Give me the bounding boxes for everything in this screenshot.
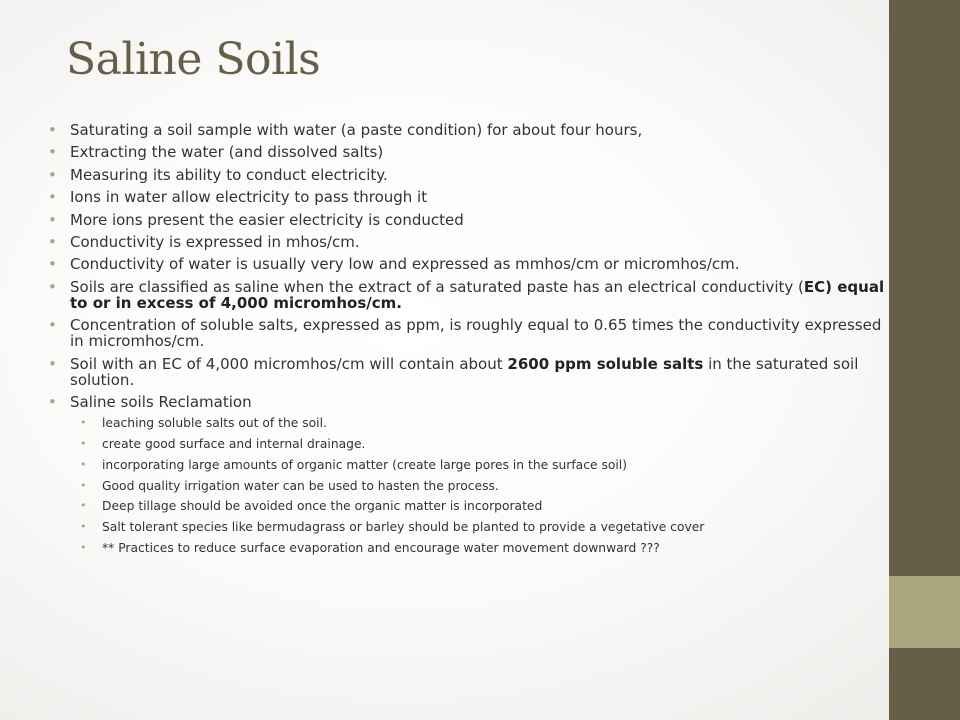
ec-salts-bullet <box>48 356 888 388</box>
concentration-bullet <box>48 317 888 349</box>
bullet-text: Soil with an EC of 4,000 micromhos/cm will contain about <box>70 354 508 373</box>
bullet-item <box>48 189 888 205</box>
sub-bullet-text: Good quality irrigation water can be used to hasten the process. <box>102 478 499 493</box>
sub-bullet-text: Salt tolerant species like bermudagrass or barley should be planted to provide a vegetative cover <box>102 520 705 535</box>
sub-bullet-icon: • <box>80 541 87 555</box>
side-band-bottom <box>889 648 960 720</box>
bullet-icon: • <box>48 188 57 207</box>
sub-bullet-item <box>70 479 888 493</box>
reclamation-heading: Saline soils Reclamation <box>70 392 252 411</box>
sub-bullet-item <box>70 520 888 534</box>
sub-bullet-text: create good surface and internal drainage. <box>102 436 366 451</box>
bullet-icon: • <box>48 210 57 229</box>
reclamation-bullet <box>48 394 888 555</box>
sub-bullet-icon: • <box>80 499 87 513</box>
sub-bullet-icon: • <box>80 478 87 492</box>
bullet-text: Ions in water allow electricity to pass through it <box>70 188 428 207</box>
side-band-middle <box>889 576 960 648</box>
sub-bullet-text: Deep tillage should be avoided once the organic matter is incorporated <box>102 499 543 514</box>
sub-bullet-item <box>70 458 888 472</box>
bullet-icon: • <box>48 165 57 184</box>
bullet-text: Soils are classified as saline when the extract of a saturated paste has an electrical conductivity ( <box>70 277 804 296</box>
bullet-text: Measuring its ability to conduct electricity. <box>70 165 388 184</box>
bullet-item <box>48 234 888 250</box>
side-band-top <box>889 0 960 576</box>
sub-bullet-item <box>70 437 888 451</box>
slide-body <box>48 122 888 562</box>
bullet-icon: • <box>48 354 57 373</box>
bullet-item <box>48 144 888 160</box>
bullet-item <box>48 122 888 138</box>
bullet-icon: • <box>48 232 57 251</box>
sub-bullet-text: ** Practices to reduce surface evaporation and encourage water movement downward ??? <box>102 541 660 556</box>
sub-bullet-icon: • <box>80 436 87 450</box>
saline-classification-bullet <box>48 279 888 311</box>
bullet-item <box>48 256 888 272</box>
sub-bullet-item <box>70 499 888 513</box>
bullet-text: More ions present the easier electricity is conducted <box>70 210 464 229</box>
sub-bullet-icon: • <box>80 457 87 471</box>
bullet-bold-text: 2600 ppm soluble salts <box>507 354 704 373</box>
bullet-bold-text: EC) equal to or in excess of 4,000 micromhos/cm. <box>70 277 885 312</box>
sub-bullet-text: leaching soluble salts out of the soil. <box>102 415 327 430</box>
bullet-item <box>48 212 888 228</box>
bullet-icon: • <box>48 277 57 296</box>
sub-bullet-item <box>70 541 888 555</box>
bullet-text: Conductivity of water is usually very low and expressed as mmhos/cm or micromhos/cm. <box>70 255 740 274</box>
bullet-text: Extracting the water (and dissolved salts) <box>70 143 384 162</box>
bullet-icon: • <box>48 143 57 162</box>
bullet-icon: • <box>48 392 57 411</box>
bullet-text: Conductivity is expressed in mhos/cm. <box>70 232 360 251</box>
sub-bullet-icon: • <box>80 415 87 429</box>
sub-bullet-text: incorporating large amounts of organic matter (create large pores in the surface soil) <box>102 457 628 472</box>
slide-title: Saline Soils <box>66 34 321 85</box>
bullet-icon: • <box>48 316 57 335</box>
bullet-icon: • <box>48 255 57 274</box>
bullet-item <box>48 167 888 183</box>
reclamation-sublist <box>70 416 888 555</box>
bullet-text: in the saturated soil solution. <box>70 354 859 389</box>
bullet-text: Concentration of soluble salts, expressed as ppm, is roughly equal to 0.65 times the conductivity expressed in micromhos/cm. <box>70 316 882 351</box>
sub-bullet-icon: • <box>80 520 87 534</box>
bullet-list <box>48 122 888 555</box>
bullet-icon: • <box>48 121 57 139</box>
bullet-text: Saturating a soil sample with water (a paste condition) for about four hours, <box>70 121 643 139</box>
sub-bullet-item <box>70 416 888 430</box>
